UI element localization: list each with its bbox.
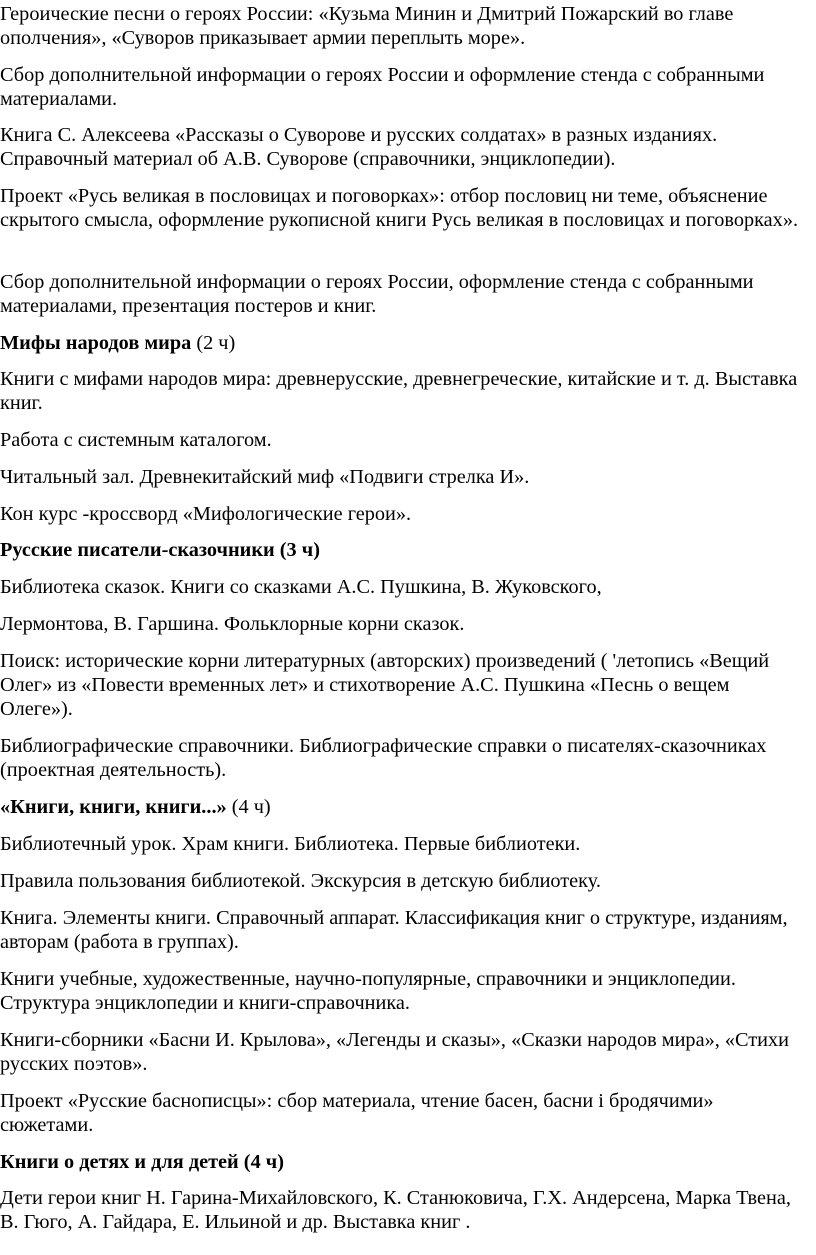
paragraph-text: Книга. Элементы книги. Справочный аппарат. Классификация книг о структуре, изданиям, авторам (работа в группах). (0, 907, 788, 953)
paragraph (0, 63, 800, 111)
paragraph-text: Сбор дополнительной информации о героях России, оформление стенда с собранными материалами, презентация постеров и книг. (0, 271, 754, 317)
paragraph-text: Героические песни о героях России: «Кузьма Минин и Дмитрий Пожарский во главе ополчения», «Суворов приказывает армии переплыть море». (0, 3, 734, 49)
paragraph-text: Книги с мифами народов мира: древнерусские, древнегреческие, китайские и т. д. Выставка книг. (0, 368, 798, 414)
paragraph (0, 1186, 800, 1234)
section-heading-text: Русские писатели-сказочники (3 ч) (0, 539, 320, 561)
paragraph (0, 832, 800, 856)
section-heading-hours: (2 ч) (191, 332, 236, 354)
paragraph (0, 734, 800, 782)
paragraph (0, 184, 800, 232)
paragraph (0, 367, 800, 415)
paragraph-text: Книга С. Алексеева «Рассказы о Суворове и русских солдатах» в разных изданиях. Справочный материал об А.В. Суворове (справочники, энциклопедии). (0, 124, 718, 170)
paragraph-text: Лермонтова, В. Гаршина. Фольклорные корни сказок. (0, 613, 465, 635)
paragraph-text: Дети герои книг Н. Гарина-Михайловского, К. Станюковича, Г.Х. Андерсена, Марка Твена, В. Гюго, А. Гайдара, Е. Ильиной и др. Выставка книг . (0, 1187, 791, 1233)
section-heading-text: Книги о детях и для детей (4 ч) (0, 1151, 284, 1173)
paragraph-text: Проект «Русь великая в пословицах и поговорках»: отбор пословиц ни теме, объяснение скрытого смысла, оформление рукописной книги Русь великая в пословицах и поговорках». (0, 185, 799, 231)
paragraph (0, 649, 800, 721)
paragraph (0, 1089, 800, 1137)
section-heading (0, 538, 800, 562)
section-heading (0, 1150, 800, 1174)
paragraph-text: Книги-сборники «Басни И. Крылова», «Легенды и сказы», «Сказки народов мира», «Стихи русских поэтов». (0, 1029, 789, 1075)
paragraph (0, 2, 800, 50)
section-heading-hours: (4 ч) (226, 796, 271, 818)
paragraph-text: Проект «Русские баснописцы»: сбор материала, чтение басен, басни і бродячими» сюжетами. (0, 1090, 714, 1136)
paragraph (0, 123, 800, 171)
paragraph (0, 502, 800, 526)
paragraph-text: Книги учебные, художественные, научно-популярные, справочники и энциклопедии. Структура энциклопедии и книги-справочника. (0, 968, 736, 1014)
paragraph (0, 967, 800, 1015)
paragraph-text: Кон курс -кроссворд «Мифологические герои». (0, 503, 412, 525)
paragraph-text: Библиотека сказок. Книги со сказками А.С. Пушкина, В. Жуковского, (0, 576, 602, 598)
paragraph-text: Правила пользования библиотекой. Экскурсия в детскую библиотеку. (0, 870, 601, 892)
paragraph-text: Библиографические справочники. Библиографические справки о писателях-сказочниках (проектная деятельность). (0, 735, 767, 781)
paragraph (0, 1028, 800, 1076)
paragraph-text: Поиск: исторические корни литературных (авторских) произведений ( 'летопись «Вещий Олег» из «Повести временных лет» и стихотворение А.С. Пушкина «Песнь о вещем Олеге»). (0, 650, 770, 720)
paragraph-text: Библиотечный урок. Храм книги. Библиотека. Первые библиотеки. (0, 833, 581, 855)
paragraph (0, 906, 800, 954)
paragraph (0, 869, 800, 893)
section-heading-text: Мифы народов мира (0, 332, 192, 354)
section-heading (0, 795, 800, 819)
paragraph (0, 612, 800, 636)
paragraph-text: Работа с системным каталогом. (0, 429, 272, 451)
paragraph (0, 575, 800, 599)
paragraph (0, 428, 800, 452)
section-heading (0, 331, 800, 355)
section-heading-text: «Книги, книги, книги...» (0, 796, 227, 818)
paragraph (0, 270, 800, 318)
paragraph-text: Сбор дополнительной информации о героях России и оформление стенда с собранными материалами. (0, 64, 765, 110)
paragraph (0, 465, 800, 489)
paragraph-text: Читальный зал. Древнекитайский миф «Подвиги стрелка И». (0, 466, 530, 488)
